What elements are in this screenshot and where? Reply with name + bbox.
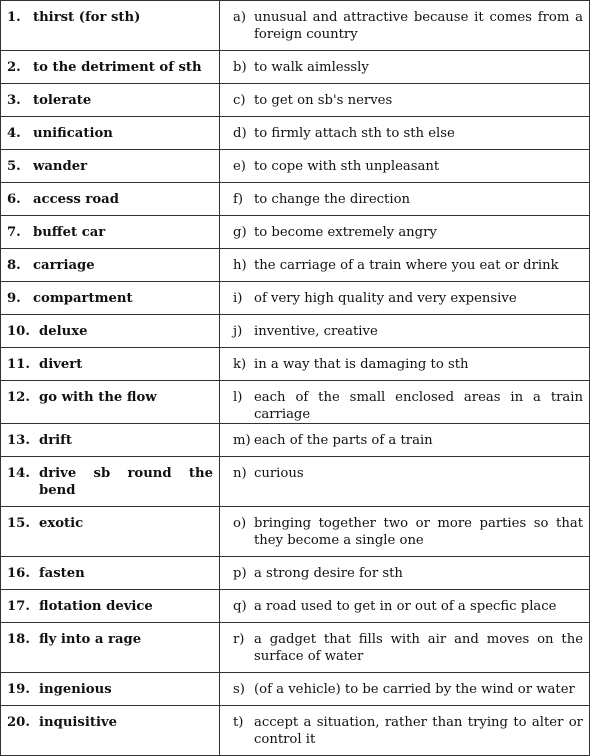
term-text: wander <box>33 159 88 174</box>
definition-cell <box>220 507 590 557</box>
term-cell <box>1 590 220 623</box>
term-text: flotation device <box>39 599 153 614</box>
definition-text: a gadget that fills with air and moves on the surface of water <box>254 632 583 664</box>
term-text: tolerate <box>33 93 92 108</box>
definition-text: accept a situation, rather than trying to alter or control it <box>254 715 583 747</box>
term-number: 13. <box>7 433 30 448</box>
term-text: buffet car <box>33 225 106 240</box>
term-cell <box>1 557 220 590</box>
definition-cell <box>220 282 590 315</box>
term-number: 18. <box>7 632 30 647</box>
definition-letter: i) <box>233 291 243 306</box>
table-row <box>1 216 590 249</box>
definition-cell <box>220 457 590 507</box>
definition-letter: e) <box>233 159 246 174</box>
term-text: deluxe <box>39 324 88 339</box>
definition-letter: r) <box>233 632 245 647</box>
definition-text: curious <box>254 466 304 481</box>
term-text: to the detriment of sth <box>33 60 202 75</box>
term-cell <box>1 706 220 756</box>
term-text: exotic <box>39 516 84 531</box>
term-text: carriage <box>33 258 95 273</box>
term-cell <box>1 457 220 507</box>
definition-text: a road used to get in or out of a specfic place <box>254 599 557 614</box>
term-cell <box>1 183 220 216</box>
definition-cell <box>220 249 590 282</box>
table-row <box>1 457 590 507</box>
definition-text: in a way that is damaging to sth <box>254 357 469 372</box>
term-text: inquisitive <box>39 715 118 730</box>
definition-text: inventive, creative <box>254 324 378 339</box>
term-number: 16. <box>7 566 30 581</box>
definition-cell <box>220 590 590 623</box>
definition-letter: a) <box>233 10 247 25</box>
term-cell <box>1 507 220 557</box>
definition-letter: n) <box>233 466 247 481</box>
term-cell <box>1 249 220 282</box>
term-number: 3. <box>7 93 21 108</box>
definition-cell <box>220 183 590 216</box>
definition-cell <box>220 424 590 457</box>
table-row <box>1 424 590 457</box>
term-number: 19. <box>7 682 30 697</box>
table-row <box>1 282 590 315</box>
definition-text: of very high quality and very expensive <box>254 291 517 306</box>
definition-cell <box>220 150 590 183</box>
table-row <box>1 557 590 590</box>
definition-text: to firmly attach sth to sth else <box>254 126 455 141</box>
table-row <box>1 673 590 706</box>
table-row <box>1 706 590 756</box>
table-row <box>1 507 590 557</box>
definition-text: the carriage of a train where you eat or drink <box>254 258 559 273</box>
definition-letter: h) <box>233 258 247 273</box>
definition-letter: f) <box>233 192 244 207</box>
definition-text: to get on sb's nerves <box>254 93 393 108</box>
definition-text: (of a vehicle) to be carried by the wind or water <box>254 682 575 697</box>
definition-letter: g) <box>233 225 247 240</box>
definition-letter: m) <box>233 433 251 448</box>
term-text: compartment <box>33 291 133 306</box>
definition-text: each of the small enclosed areas in a train carriage <box>254 390 583 422</box>
term-cell <box>1 315 220 348</box>
table-row <box>1 381 590 424</box>
term-text: go with the flow <box>39 390 157 405</box>
term-number: 7. <box>7 225 21 240</box>
term-cell <box>1 424 220 457</box>
table-row <box>1 84 590 117</box>
definition-cell <box>220 381 590 424</box>
term-number: 15. <box>7 516 30 531</box>
definition-letter: j) <box>233 324 243 339</box>
term-cell <box>1 117 220 150</box>
definition-letter: l) <box>233 390 243 405</box>
definition-cell <box>220 315 590 348</box>
table-row <box>1 150 590 183</box>
definition-text: each of the parts of a train <box>254 433 433 448</box>
term-cell <box>1 150 220 183</box>
term-number: 2. <box>7 60 21 75</box>
term-cell <box>1 282 220 315</box>
term-text: divert <box>39 357 83 372</box>
definition-cell <box>220 557 590 590</box>
definition-letter: t) <box>233 715 244 730</box>
definition-text: to cope with sth unpleasant <box>254 159 440 174</box>
table-row <box>1 51 590 84</box>
term-text: access road <box>33 192 119 207</box>
table-row <box>1 348 590 381</box>
definition-cell <box>220 1 590 51</box>
definition-cell <box>220 84 590 117</box>
table-row <box>1 183 590 216</box>
term-number: 10. <box>7 324 30 339</box>
definition-letter: c) <box>233 93 246 108</box>
term-number: 17. <box>7 599 30 614</box>
term-text: drive sb round the bend <box>39 466 213 498</box>
term-number: 5. <box>7 159 21 174</box>
definition-letter: d) <box>233 126 247 141</box>
definition-cell <box>220 673 590 706</box>
definition-text: to walk aimlessly <box>254 60 369 75</box>
definition-text: a strong desire for sth <box>254 566 403 581</box>
table-body <box>1 1 590 756</box>
definition-letter: q) <box>233 599 247 614</box>
term-text: fasten <box>39 566 85 581</box>
table-row <box>1 590 590 623</box>
term-text: thirst (for sth) <box>33 10 141 25</box>
definition-letter: k) <box>233 357 247 372</box>
term-number: 1. <box>7 10 21 25</box>
definition-cell <box>220 623 590 673</box>
table-row <box>1 1 590 51</box>
term-text: drift <box>39 433 72 448</box>
definition-letter: p) <box>233 566 247 581</box>
term-cell <box>1 381 220 424</box>
term-text: ingenious <box>39 682 112 697</box>
term-number: 9. <box>7 291 21 306</box>
table-row <box>1 249 590 282</box>
definition-cell <box>220 348 590 381</box>
term-cell <box>1 623 220 673</box>
term-number: 12. <box>7 390 30 405</box>
definition-letter: o) <box>233 516 247 531</box>
table-row <box>1 623 590 673</box>
term-cell <box>1 51 220 84</box>
term-text: fly into a rage <box>39 632 142 647</box>
term-text: unification <box>33 126 113 141</box>
definition-text: to change the direction <box>254 192 410 207</box>
term-number: 14. <box>7 466 30 481</box>
table-row <box>1 117 590 150</box>
term-number: 8. <box>7 258 21 273</box>
term-number: 20. <box>7 715 30 730</box>
term-cell <box>1 1 220 51</box>
definition-cell <box>220 216 590 249</box>
definition-text: to become extremely angry <box>254 225 437 240</box>
term-number: 11. <box>7 357 30 372</box>
definition-cell <box>220 117 590 150</box>
term-number: 4. <box>7 126 21 141</box>
definition-letter: s) <box>233 682 245 697</box>
table-row <box>1 315 590 348</box>
term-cell <box>1 84 220 117</box>
term-number: 6. <box>7 192 21 207</box>
term-cell <box>1 216 220 249</box>
definition-cell <box>220 706 590 756</box>
term-cell <box>1 348 220 381</box>
definition-cell <box>220 51 590 84</box>
definition-text: bringing together two or more parties so that they become a single one <box>254 516 583 548</box>
definition-letter: b) <box>233 60 247 75</box>
term-cell <box>1 673 220 706</box>
definition-text: unusual and attractive because it comes from a foreign country <box>254 10 583 42</box>
